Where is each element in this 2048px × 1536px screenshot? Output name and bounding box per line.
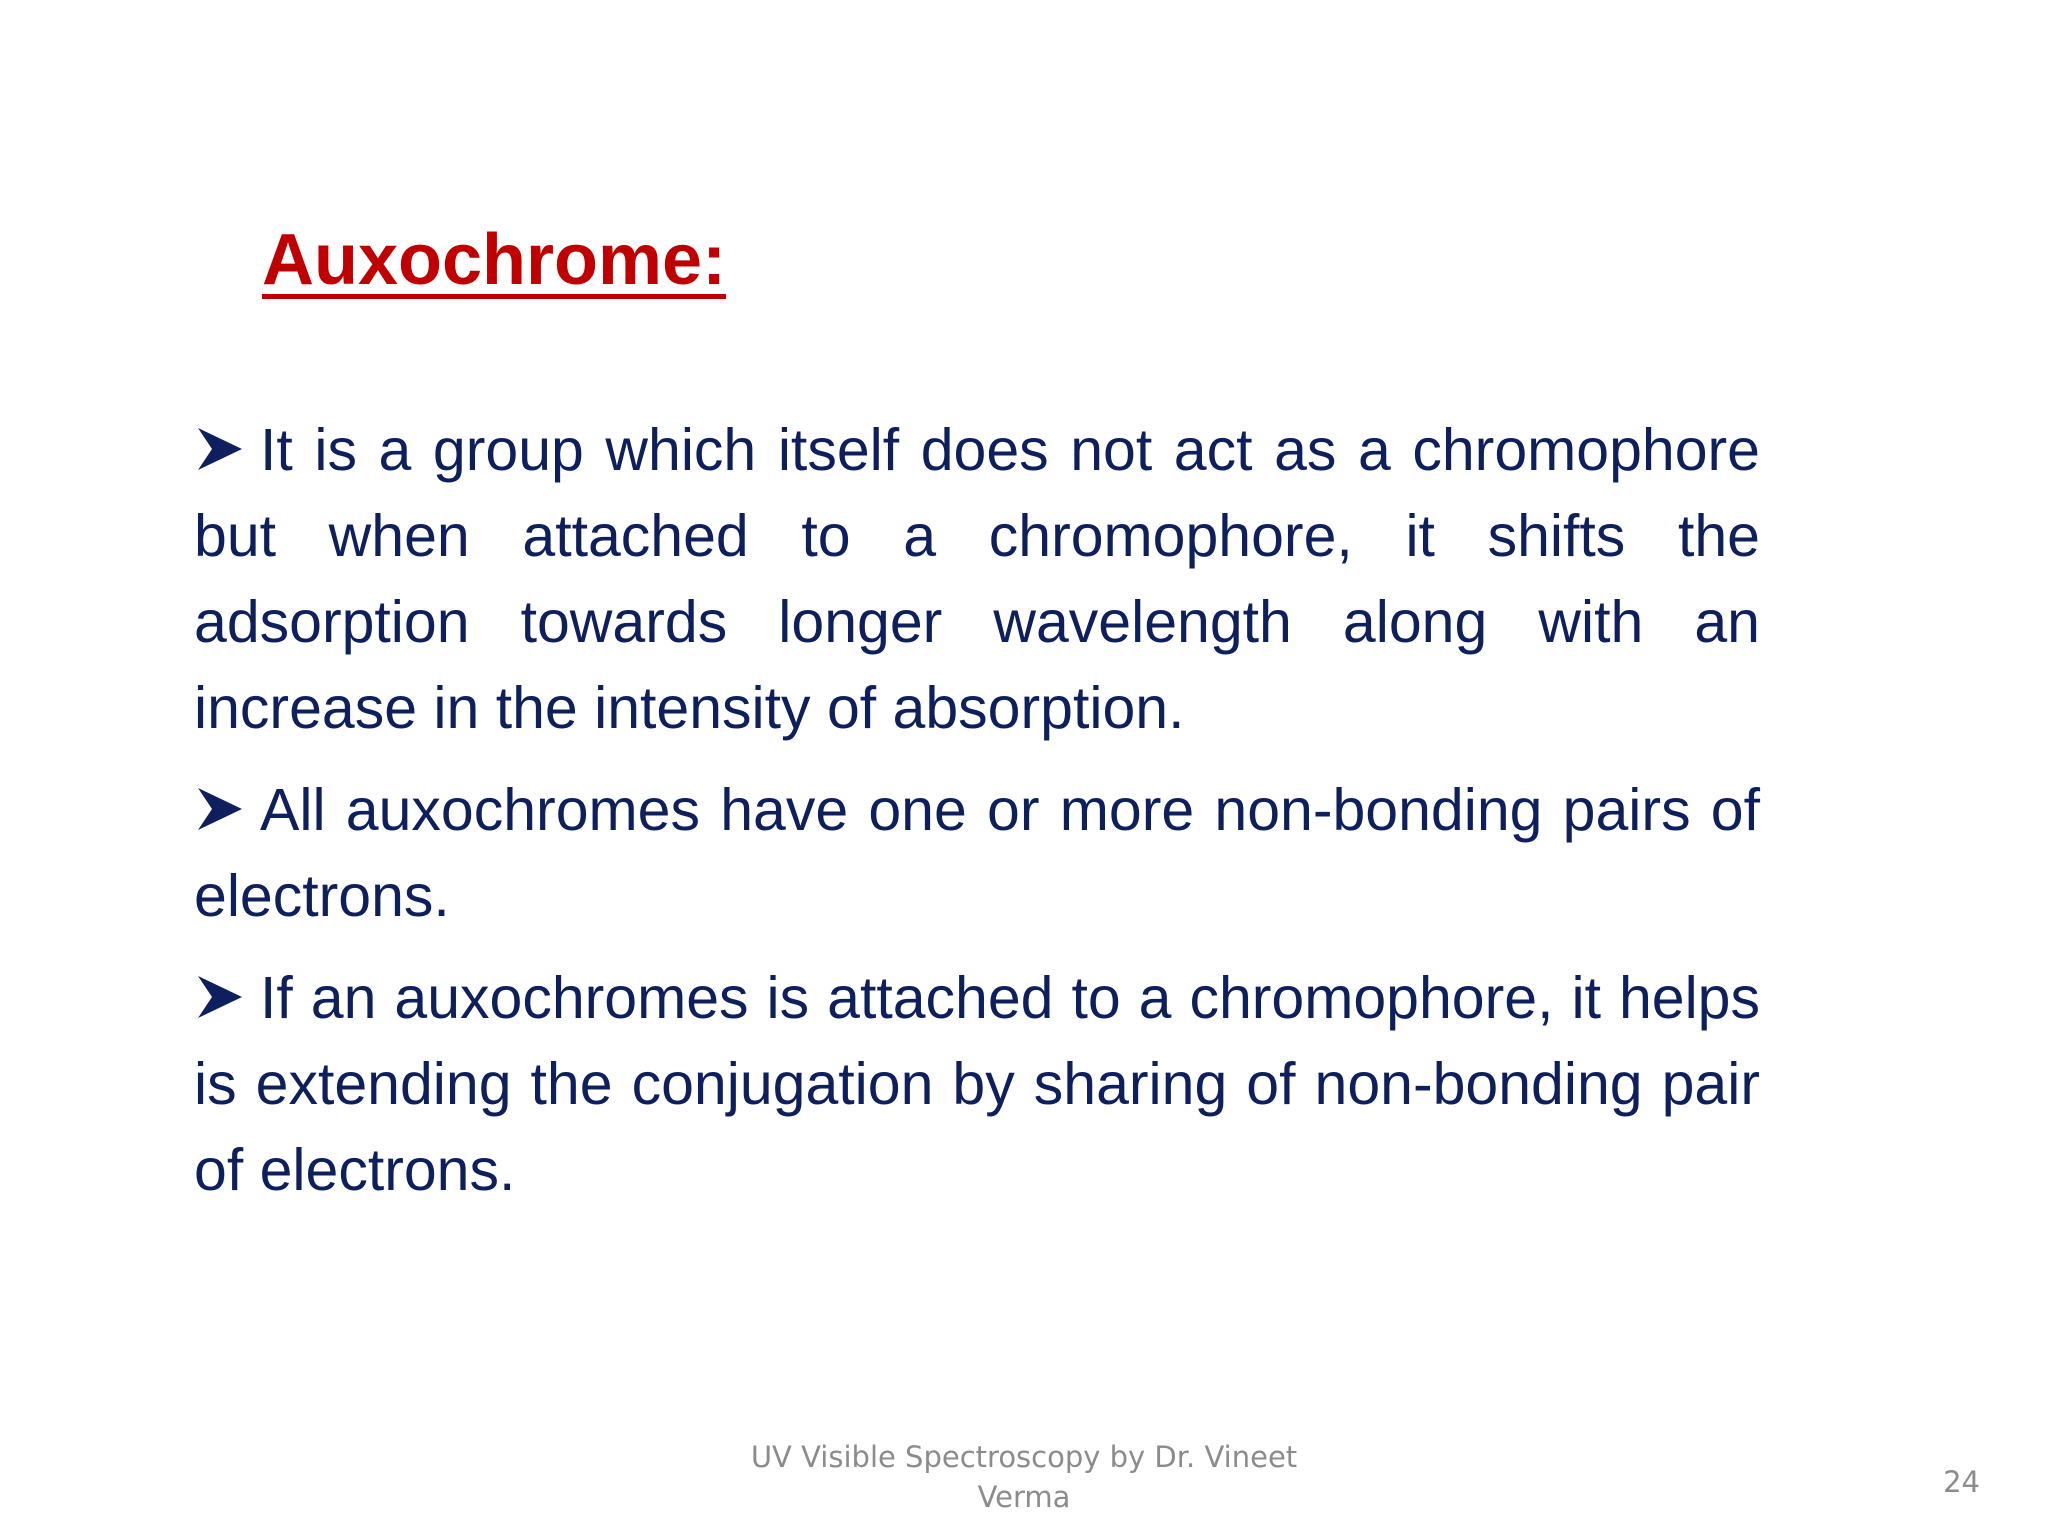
page-number: 24 <box>1943 1465 1980 1499</box>
bullet-text-1: It is a group which itself does not act as a chromophore but when attached to a chromophore, it shifts the adsorption towards longer wavelength along with an increase in the intensity of absorption. <box>194 417 1760 741</box>
bullet-item-2 <box>194 767 1760 939</box>
slide-footer: UV Visible Spectroscopy by Dr. Vineet Verma <box>750 1440 1298 1514</box>
bullet-text-3: If an auxochromes is attached to a chromophore, it helps is extending the conjugation by sharing of non-bonding pair of electrons. <box>194 965 1760 1203</box>
arrowhead-bullet-icon <box>194 784 256 834</box>
bullet-item-3 <box>194 955 1760 1213</box>
slide-title: Auxochrome: <box>262 220 727 300</box>
bullet-item-1 <box>194 407 1760 751</box>
bullet-list <box>194 407 1760 1229</box>
arrowhead-bullet-icon <box>194 424 256 474</box>
arrowhead-bullet-icon <box>194 972 256 1022</box>
bullet-text-2: All auxochromes have one or more non-bonding pairs of electrons. <box>194 777 1760 929</box>
